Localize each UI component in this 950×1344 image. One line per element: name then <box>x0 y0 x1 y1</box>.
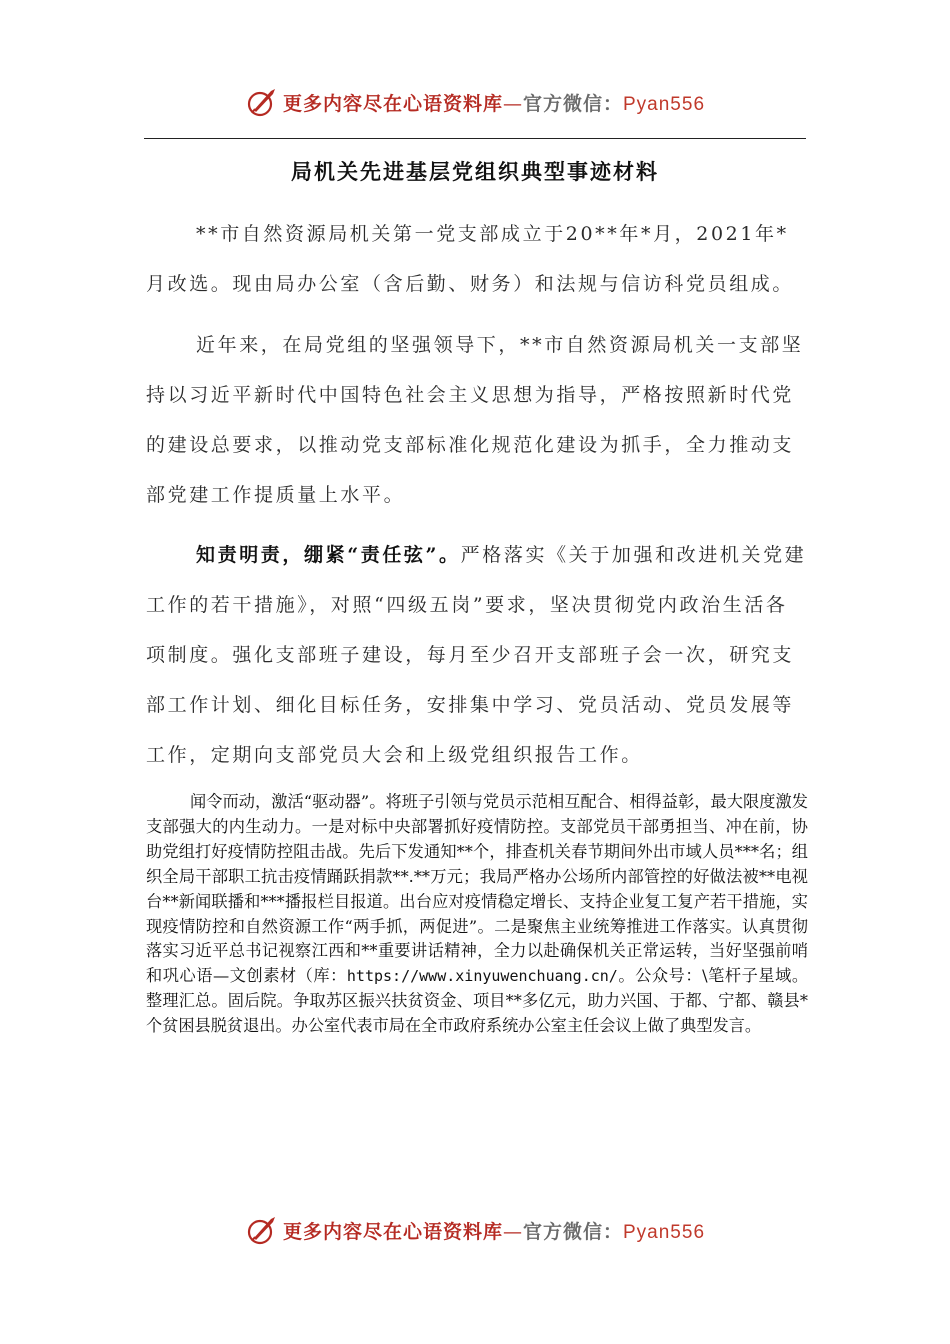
paragraph-overview: 近年来，在局党组的坚强领导下，**市自然资源局机关一支部坚持以习近平新时代中国特色社会主义思想为指导，严格按照新时代党的建设总要求，以推动党支部标准化规范化建设为抓手，全力推动支部党建工作提质量上水平。 <box>146 334 804 506</box>
banner-contact-label: 官方微信： <box>522 1220 623 1243</box>
paragraph-responsibility <box>146 530 808 780</box>
quill-logo-icon <box>245 85 279 119</box>
header-banner <box>0 82 950 122</box>
paragraph-intro: **市自然资源局机关第一党支部成立于20**年*月，2021年*月改选。现由局办公室（含后勤、财务）和法规与信访科党员组成。 <box>146 223 795 295</box>
banner-text <box>283 89 705 116</box>
paragraph-url: https://www.xinyuwenchuang.cn/ <box>346 967 618 986</box>
paragraph-body: 严格落实《关于加强和改进机关党建工作的若干措施》，对照“四级五岗”要求，坚决贯彻党内政治生活各项制度。强化支部班子建设，每月至少召开支部班子会一次，研究支部工作计划、细化目标任务，安排集中学习、党员活动、党员发展等工作，定期向支部党员大会和上级党组织报告工作。 <box>146 544 807 766</box>
paragraph-action-part2: 。公众号：\笔杆子星域。整理汇总。固后院。争取苏区振兴扶贫资金、项目**多亿元，助力兴国、于都、宁都、赣县*个贫困县脱贫退出。办公室代表市局在全市政府系统办公室主任会议上做了典型发言。 <box>146 966 809 1036</box>
banner-text <box>283 1217 705 1244</box>
banner-contact-id: Pyan556 <box>623 1221 706 1243</box>
banner-main-text: 更多内容尽在心语资料库 <box>282 1220 503 1243</box>
banner-contact-label: 官方微信： <box>522 92 623 115</box>
banner-separator: — <box>502 92 523 115</box>
banner-main-text: 更多内容尽在心语资料库 <box>282 92 503 115</box>
paragraph-action-part1: 闻令而动，激活“驱动器”。将班子引领与党员示范相互配合、相得益彰，最大限度激发支部强大的内生动力。一是对标中央部署抓好疫情防控。支部党员干部勇担当、冲在前，协助党组打好疫情防控阻击战。先后下发通知**个，排查机关春节期间外出市域人员***名；组织全局干部职工抗击疫情踊跃捐款**.**万元；我局严格办公场所内部管控的好做法被**电视台**新闻联播和***播报栏目报道。出台应对疫情稳定增长、支持企业复工复产若干措施，实现疫情防控和自然资源工作“两手抓，两促进”。二是聚焦主业统筹推进工作落实。认真贯彻落实习近平总书记视察江西和**重要讲话精神，全力以赴确保机关正常运转，当好坚强前哨和巩心语—文创素材（库： <box>146 792 808 986</box>
paragraph-heading: 知责明责，绷紧“责任弦”。 <box>196 544 461 566</box>
header-divider <box>144 138 806 139</box>
footer-banner <box>0 1210 950 1250</box>
document-title: 局机关先进基层党组织典型事迹材料 <box>291 159 659 184</box>
quill-logo-icon <box>245 1213 279 1247</box>
paragraph-action <box>146 790 808 1039</box>
banner-separator: — <box>502 1220 523 1243</box>
banner-contact-id: Pyan556 <box>623 93 706 115</box>
